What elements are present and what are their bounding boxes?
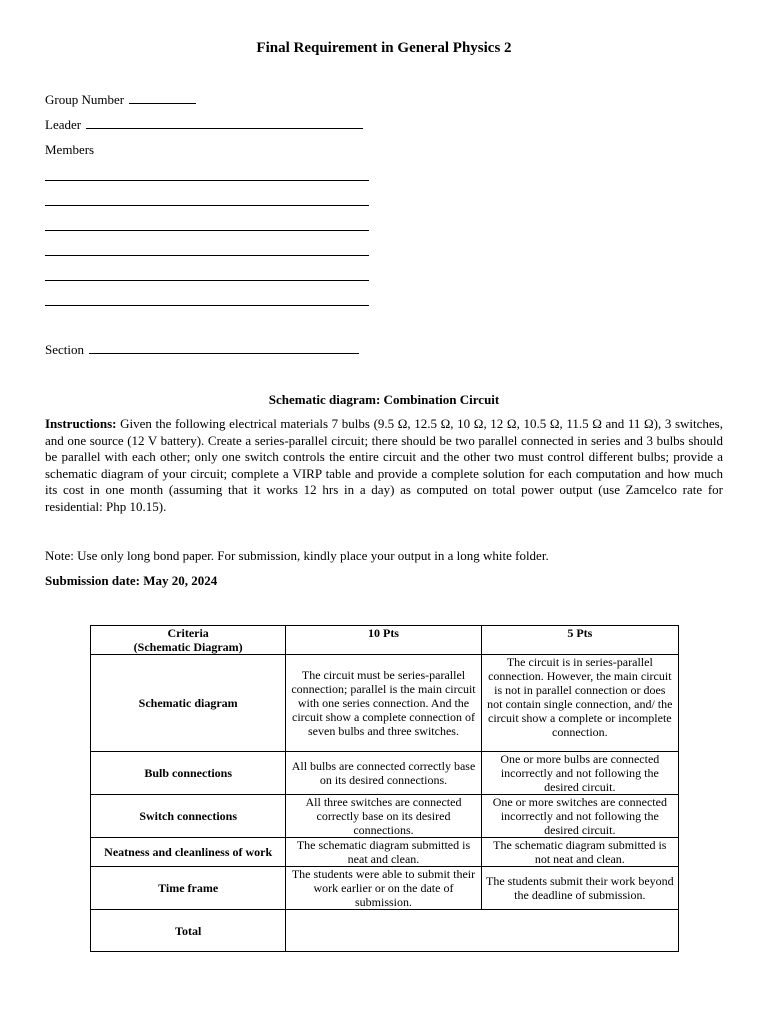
total-label-cell: Total [91,910,286,952]
criteria-header-line2: (Schematic Diagram) [133,640,243,654]
document-title: Final Requirement in General Physics 2 [256,40,512,56]
members-label: Members [45,142,95,157]
table-row [91,867,679,910]
criteria-cell: Time frame [91,867,286,910]
section-field [45,342,359,358]
criteria-cell: Schematic diagram [91,655,286,752]
section-subtitle: Schematic diagram: Combination Circuit [268,392,500,407]
criteria-cell: Neatness and cleanliness of work [91,838,286,867]
member-line-6 [45,305,369,306]
table-row [91,795,679,838]
pts10-header: 10 Pts [286,626,481,655]
pts5-cell: The students submit their work beyond the deadline of submission. [481,867,678,910]
table-row [91,752,679,795]
pts5-header: 5 Pts [481,626,678,655]
instructions-label: Instructions: [45,416,117,431]
table-row [91,655,679,752]
member-line-1 [45,180,369,181]
criteria-header-line1: Criteria [167,626,209,640]
member-line-3 [45,230,369,231]
criteria-cell: Switch connections [91,795,286,838]
pts10-cell: All bulbs are connected correctly base on its desired connections. [286,752,481,795]
member-line-4 [45,255,369,256]
submission-date: Submission date: May 20, 2024 [45,573,218,588]
rubric-table [90,625,679,952]
pts5-cell: One or more bulbs are connected incorrectly and not following the desired circuit. [481,752,678,795]
instructions-paragraph [45,416,723,515]
group-number-blank [129,93,196,104]
member-line-5 [45,280,369,281]
group-number-field [45,92,196,108]
pts5-cell: One or more switches are connected incorrectly and not following the desired circuit. [481,795,678,838]
pts10-cell: The circuit must be series-parallel connection; parallel is the main circuit with one series connection. And the circuit show a complete connection of seven bulbs and three switches. [286,655,481,752]
pts10-cell: All three switches are connected correctly base on its desired connections. [286,795,481,838]
group-number-label: Group Number [45,92,125,107]
pts5-cell: The circuit is in series-parallel connection. However, the main circuit is not in parallel connection or does not contain single connection, and/ the circuit show a complete or incomplete connection. [481,655,678,752]
section-blank [89,343,359,354]
total-value-cell [286,910,679,952]
instructions-text: Given the following electrical materials 7 bulbs (9.5 Ω, 12.5 Ω, 10 Ω, 12 Ω, 10.5 Ω, 11.5 Ω and 11 Ω), 3 switches, and one source (12 V battery). Create a series-parallel circuit; there should be two parallel connected in series and 3 bulbs should be parallel with each other; only one switch controls the entire circuit and the other two must control different bulbs; provide a schematic diagram of your circuit; complete a VIRP table and provide a complete solution for each computation and how much its cost in one month (assuming that it works 12 hrs in a day) as computed on total power output (use Zamcelco rate for residential: Php 10.15). [45,416,723,514]
section-label: Section [45,342,84,357]
rubric-header-row [91,626,679,655]
leader-label: Leader [45,117,82,132]
table-row [91,910,679,952]
criteria-header [91,626,286,655]
criteria-cell: Bulb connections [91,752,286,795]
table-row [91,838,679,867]
pts10-cell: The schematic diagram submitted is neat and clean. [286,838,481,867]
member-line-2 [45,205,369,206]
leader-field [45,117,363,133]
pts10-cell: The students were able to submit their work earlier or on the date of submission. [286,867,481,910]
submission-note: Note: Use only long bond paper. For submission, kindly place your output in a long white folder. [45,548,549,563]
leader-blank [86,118,363,129]
pts5-cell: The schematic diagram submitted is not neat and clean. [481,838,678,867]
